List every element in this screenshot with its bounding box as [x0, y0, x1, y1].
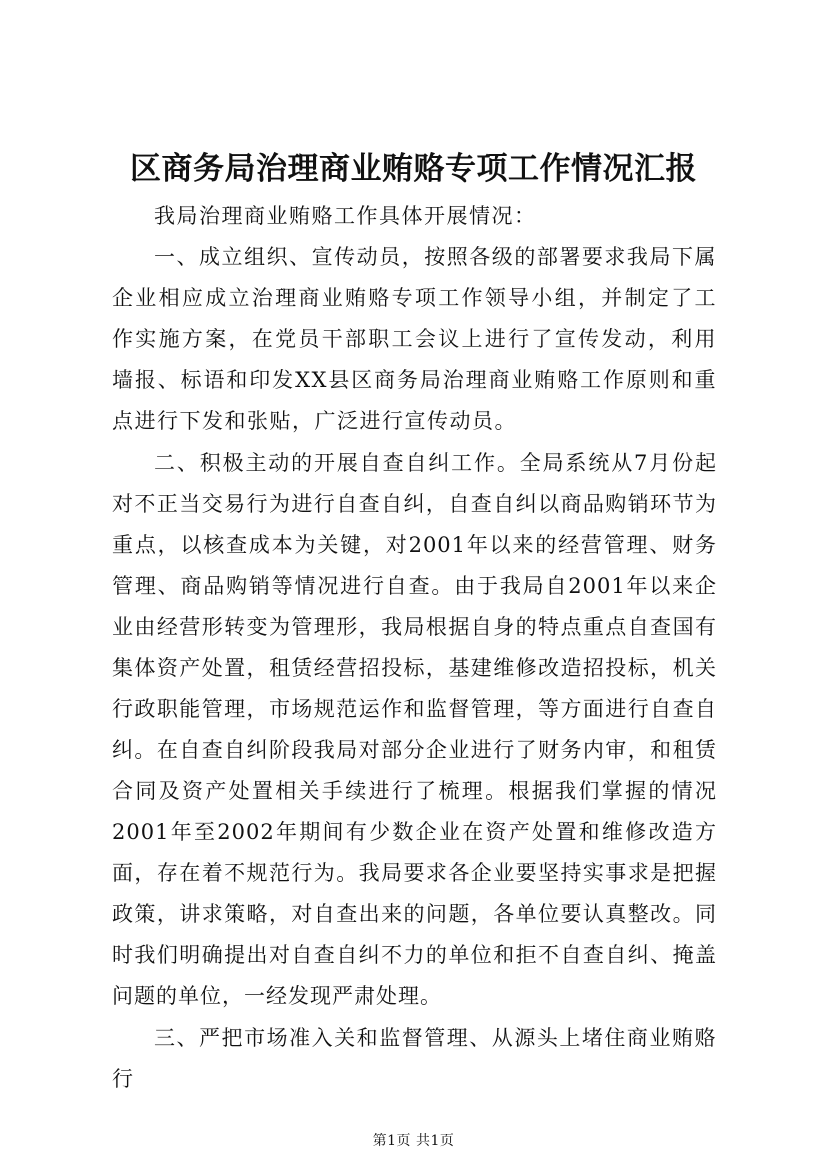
document-body [112, 196, 717, 1100]
paragraph-section-3: 三、严把市场准入关和监督管理、从源头上堵住商业贿赂行 [112, 1026, 717, 1091]
paragraph-intro: 我局治理商业贿赂工作具体开展情况： [154, 204, 537, 228]
document-title: 区商务局治理商业贿赂专项工作情况汇报 [130, 151, 697, 187]
paragraph-section-1: 一、成立组织、宣传动员，按照各级的部署要求我局下属企业相应成立治理商业贿赂专项工作领导小组，并制定了工作实施方案，在党员干部职工会议上进行了宣传发动，利用墙报、标语和印发XX县区商务局治理商业贿赂工作原则和重点进行下发和张贴，广泛进行宣传动员。 [112, 245, 717, 433]
page-number-footer: 第1页 共1页 [372, 1133, 455, 1149]
paragraph-section-2: 二、积极主动的开展自查自纠工作。全局系统从7月份起对不正当交易行为进行自查自纠，自查自纠以商品购销环节为重点，以核查成本为关键，对2001年以来的经营管理、财务管理、商品购销等情况进行自查。由于我局自2001年以来企业由经营形转变为管理形，我局根据自身的特点重点自查国有集体资产处置，租赁经营招投标，基建维修改造招投标，机关行政职能管理，市场规范运作和监督管理，等方面进行自查自纠。在自查自纠阶段我局对部分企业进行了财务内审，和租赁合同及资产处置相关手续进行了梳理。根据我们掌握的情况2001年至2002年期间有少数企业在资产处置和维修改造方面，存在着不规范行为。我局要求各企业要坚持实事求是把握政策，讲求策略，对自查出来的问题，各单位要认真整改。同时我们明确提出对自查自纠不力的单位和拒不自查自纠、掩盖问题的单位，一经发现严肃处理。 [112, 451, 717, 1008]
